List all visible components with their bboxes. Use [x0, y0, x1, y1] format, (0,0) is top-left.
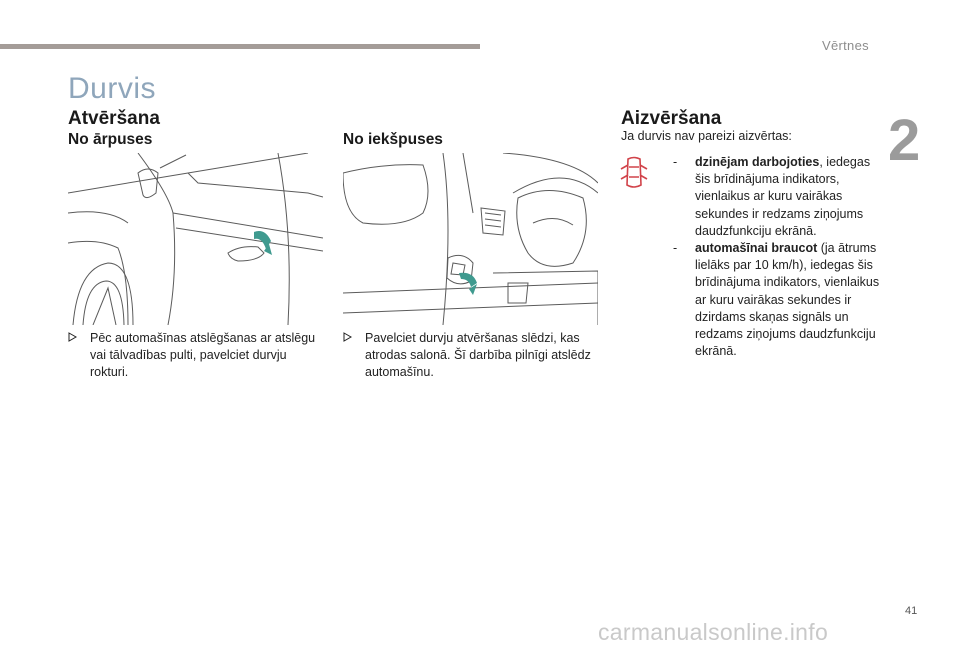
list-item-bold: automašīnai braucot	[695, 241, 818, 256]
header-bar	[0, 44, 480, 49]
outside-bullet-text: Pēc automašīnas atslēgšanas ar atslēgu vai tālvadības pulti, pavelciet durvju rokturi.	[90, 331, 316, 379]
pointer-bullet-icon	[343, 331, 352, 341]
list-item-text: , iedegas šis brīdinājuma indikators, vienlaikus ar kuru vairākas sekundes ir redzams ziņojums daudzfunkciju ekrānā.	[695, 155, 871, 238]
opening-heading: Atvēršana	[68, 108, 160, 129]
inside-heading: No iekšpuses	[343, 131, 443, 148]
inside-bullet-text: Pavelciet durvju atvēršanas slēdzi, kas atrodas salonā. Šī darbība pilnīgi atslēdz automašīnu.	[365, 331, 591, 379]
exterior-door-handle-illustration	[68, 153, 323, 325]
chapter-number: 2	[888, 108, 921, 173]
list-item-bold: dzinējam darbojoties	[695, 155, 820, 169]
interior-door-switch-illustration	[343, 153, 598, 325]
closing-intro: Ja durvis nav pareizi aizvērtas:	[621, 129, 792, 143]
pointer-bullet-icon	[68, 331, 77, 341]
page-number: 41	[905, 605, 918, 617]
door-open-warning-icon	[617, 155, 651, 191]
watermark: carmanualsonline.info	[598, 619, 829, 645]
list-item: - automašīnai braucot (ja ātrums lielāks par 10 km/h), iedegas šis brīdinājuma indikators, vienlaikus ar kuru vairākas sekundes ir dzirdams skaņas signāls un redzams ziņojums daudzfunkciju ekrānā.	[673, 241, 880, 359]
outside-heading: No ārpuses	[68, 131, 153, 148]
closing-heading: Aizvēršana	[621, 108, 722, 129]
page-title: Durvis	[68, 72, 157, 105]
closing-list	[673, 154, 883, 360]
list-item-text: (ja ātrums lielāks par 10 km/h), iedegas šis brīdinājuma indikators, vienlaikus ar kuru vairākas sekundes ir dzirdams skaņas signāls un redzams ziņojums daudzfunkciju ekrānā.	[695, 241, 880, 359]
outside-bullet	[68, 330, 328, 381]
inside-bullet	[343, 330, 601, 381]
section-label: Vērtnes	[822, 38, 869, 53]
list-item: - dzinējam darbojoties, iedegas šis brīdinājuma indikators, vienlaikus ar kuru vairākas sekundes ir redzams ziņojums daudzfunkciju ekrānā.	[673, 155, 871, 238]
